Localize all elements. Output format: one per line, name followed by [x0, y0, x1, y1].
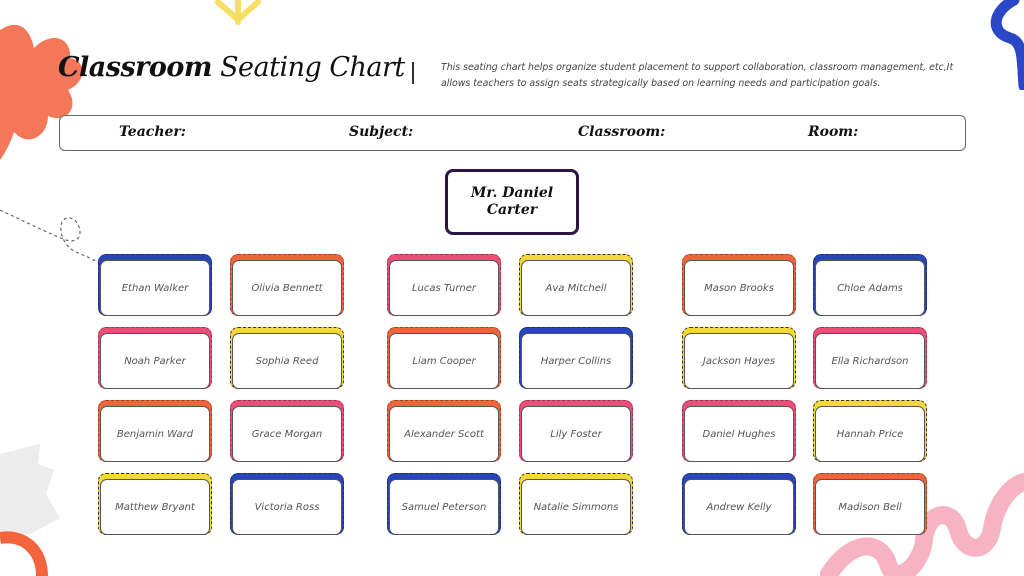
student-name: Benjamin Ward — [116, 428, 194, 440]
seat-card-face — [815, 479, 925, 535]
student-name: Chloe Adams — [837, 282, 903, 294]
student-name: Lily Foster — [550, 428, 602, 440]
seat-card[interactable] — [230, 400, 344, 462]
teacher-desk — [445, 169, 579, 235]
seat-card[interactable] — [98, 254, 212, 316]
student-name: Noah Parker — [124, 355, 186, 367]
seat-card-face — [100, 260, 210, 316]
student-name: Alexander Scott — [404, 428, 484, 440]
student-name: Andrew Kelly — [706, 501, 772, 513]
student-name: Matthew Bryant — [115, 501, 195, 513]
student-name: Olivia Bennett — [251, 282, 323, 294]
subject-label: Subject: — [349, 124, 414, 140]
seat-card[interactable] — [230, 254, 344, 316]
seat-card[interactable] — [813, 473, 927, 535]
student-name: Lucas Turner — [411, 282, 477, 294]
seat-card-face — [100, 479, 210, 535]
seat-card[interactable] — [813, 400, 927, 462]
seat-card-face — [232, 260, 342, 316]
seat-card-face — [815, 406, 925, 462]
seat-card[interactable] — [813, 254, 927, 316]
orange-arc-decoration — [0, 528, 52, 576]
seat-card-face — [389, 479, 499, 535]
seat-card[interactable] — [519, 400, 633, 462]
seat-card[interactable] — [519, 254, 633, 316]
student-name: Daniel Hughes — [702, 428, 776, 440]
seat-card[interactable] — [98, 327, 212, 389]
title-bold-word: Classroom — [58, 52, 212, 83]
student-name: Grace Morgan — [251, 428, 323, 440]
seat-card[interactable] — [230, 473, 344, 535]
student-name: Madison Bell — [838, 501, 902, 513]
seat-card-face — [521, 406, 631, 462]
seat-card-face — [389, 260, 499, 316]
seat-card-face — [232, 406, 342, 462]
dotted-loop-decoration — [0, 200, 110, 280]
seat-card[interactable] — [682, 473, 796, 535]
seat-card-face — [389, 406, 499, 462]
student-name: Liam Cooper — [412, 355, 476, 367]
classroom-label: Classroom: — [578, 124, 666, 140]
seat-card-face — [521, 333, 631, 389]
student-name: Ethan Walker — [121, 282, 189, 294]
seat-card-face — [100, 406, 210, 462]
seat-card-face — [521, 260, 631, 316]
title-divider — [412, 62, 414, 84]
student-name: Hannah Price — [836, 428, 904, 440]
student-name: Mason Brooks — [704, 282, 774, 294]
seat-card[interactable] — [682, 254, 796, 316]
seat-card-face — [684, 260, 794, 316]
student-name: Ella Richardson — [831, 355, 909, 367]
blue-squiggle-decoration — [984, 0, 1024, 90]
seat-card[interactable] — [387, 400, 501, 462]
student-name: Ava Mitchell — [545, 282, 607, 294]
seat-card[interactable] — [813, 327, 927, 389]
seat-card-face — [684, 333, 794, 389]
seat-card-face — [815, 333, 925, 389]
yellow-star-decoration — [212, 0, 264, 28]
seat-card[interactable] — [682, 400, 796, 462]
grey-blob-decoration — [0, 444, 62, 540]
seat-card[interactable] — [387, 254, 501, 316]
seat-card-face — [232, 479, 342, 535]
seat-card-face — [684, 479, 794, 535]
seat-card[interactable] — [387, 473, 501, 535]
seat-card[interactable] — [230, 327, 344, 389]
student-name: Harper Collins — [540, 355, 612, 367]
title-rest: Seating Chart — [220, 52, 405, 83]
info-bar — [59, 115, 966, 151]
seat-card[interactable] — [387, 327, 501, 389]
teacher-name: Mr. Daniel Carter — [470, 185, 554, 218]
student-name: Jackson Hayes — [702, 355, 776, 367]
student-name: Samuel Peterson — [401, 501, 487, 513]
seat-card[interactable] — [519, 473, 633, 535]
seat-card[interactable] — [98, 473, 212, 535]
seat-card[interactable] — [682, 327, 796, 389]
student-name: Victoria Ross — [254, 501, 320, 513]
seat-card-face — [232, 333, 342, 389]
seat-card-face — [815, 260, 925, 316]
seat-card-face — [389, 333, 499, 389]
student-name: Natalie Simmons — [533, 501, 619, 513]
seat-card-face — [684, 406, 794, 462]
student-name: Sophia Reed — [255, 355, 319, 367]
teacher-label: Teacher: — [119, 124, 186, 140]
seat-card[interactable] — [519, 327, 633, 389]
page-title — [58, 52, 405, 83]
seat-card[interactable] — [98, 400, 212, 462]
seat-card-face — [100, 333, 210, 389]
room-label: Room: — [808, 124, 859, 140]
description-text: This seating chart helps organize student placement to support collaboration, classroom management, etc,It allows teachers to assign seats strategically based on learning needs and participation goals. — [441, 62, 954, 89]
seat-card-face — [521, 479, 631, 535]
